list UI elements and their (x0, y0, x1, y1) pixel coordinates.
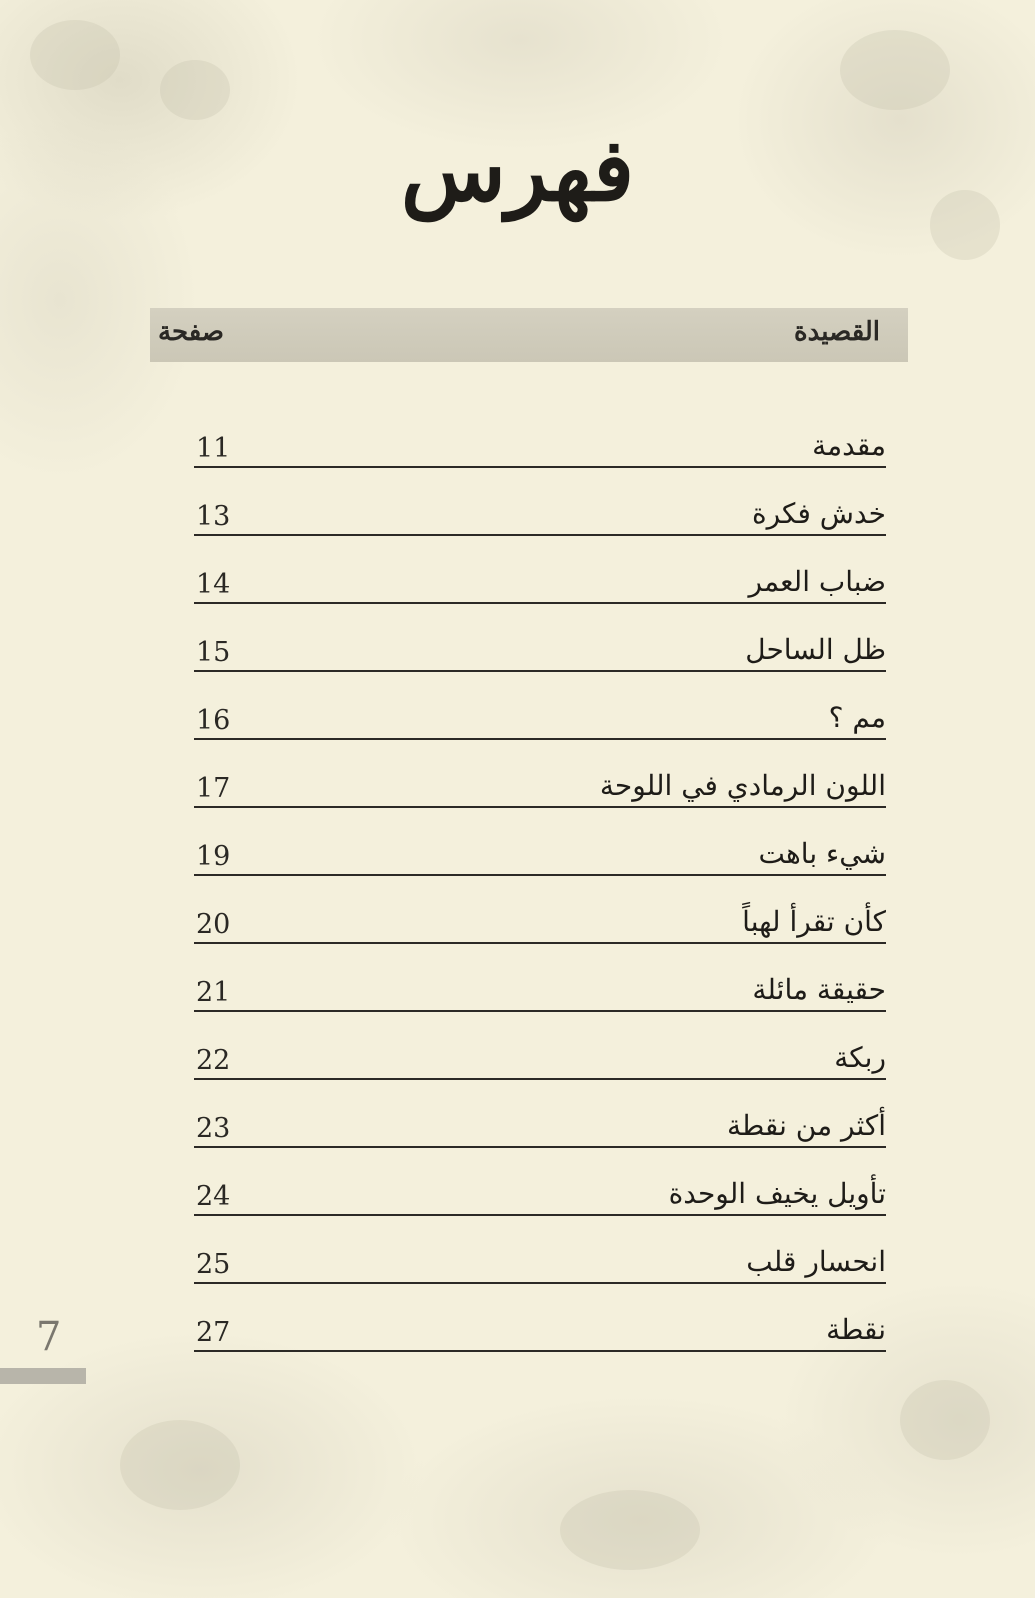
background-blossom (160, 60, 230, 120)
toc-row[interactable] (194, 944, 886, 1012)
toc-entry-page: 24 (196, 1181, 231, 1212)
toc-entry-title: حقيقة مائلة (752, 973, 886, 1006)
toc-row[interactable] (194, 808, 886, 876)
page-number-strip (0, 1368, 86, 1384)
toc-entry-page: 23 (196, 1113, 231, 1144)
toc-entry-title: كأن تقرأ لهباً (742, 905, 886, 938)
toc-entry-page: 27 (196, 1317, 231, 1348)
toc-header-bar (150, 308, 908, 362)
toc-row[interactable] (194, 1216, 886, 1284)
toc-entry-title: خدش فكرة (751, 497, 886, 530)
toc-row[interactable] (194, 536, 886, 604)
toc-entry-title: ظل الساحل (745, 633, 886, 666)
toc-entry-page: 14 (196, 569, 231, 600)
toc-entry-page: 15 (196, 637, 231, 668)
toc-entry-page: 19 (196, 841, 231, 872)
toc-entry-page: 13 (196, 501, 231, 532)
background-blossom (840, 30, 950, 110)
toc-entry-title: ضباب العمر (748, 565, 886, 598)
toc-row[interactable] (194, 876, 886, 944)
poem-column-label: القصيدة (794, 317, 880, 347)
toc-row[interactable] (194, 1148, 886, 1216)
toc-row[interactable] (194, 1284, 886, 1352)
toc-entry-page: 22 (196, 1045, 231, 1076)
background-blossom (560, 1490, 700, 1570)
page-title: فهرس (400, 120, 635, 221)
background-blossom (120, 1420, 240, 1510)
toc-entry-page: 21 (196, 977, 231, 1008)
toc-entry-title: نقطة (826, 1313, 886, 1346)
toc-row[interactable] (194, 400, 886, 468)
background-blossom (900, 1380, 990, 1460)
toc-entry-title: مقدمة (812, 429, 886, 462)
toc-entry-page: 11 (196, 433, 231, 464)
toc-row[interactable] (194, 1080, 886, 1148)
toc-entry-title: اللون الرمادي في اللوحة (599, 769, 886, 802)
toc-row[interactable] (194, 468, 886, 536)
toc-row[interactable] (194, 1012, 886, 1080)
background-blossom (30, 20, 120, 90)
table-of-contents (194, 400, 886, 1352)
toc-entry-title: انحسار قلب (746, 1245, 886, 1278)
toc-entry-title: تأويل يخيف الوحدة (668, 1177, 886, 1210)
toc-entry-page: 17 (196, 773, 231, 804)
toc-entry-page: 20 (196, 909, 231, 940)
toc-row[interactable] (194, 604, 886, 672)
toc-entry-title: أكثر من نقطة (726, 1109, 886, 1142)
toc-entry-title: مم ؟ (828, 701, 886, 734)
toc-entry-title: شيء باهت (758, 837, 886, 870)
toc-entry-page: 25 (196, 1249, 231, 1280)
page-column-label: صفحة (158, 317, 224, 347)
toc-entry-title: ربكة (834, 1041, 886, 1074)
toc-entry-page: 16 (196, 705, 231, 736)
page-number: 7 (36, 1314, 62, 1360)
toc-row[interactable] (194, 740, 886, 808)
toc-row[interactable] (194, 672, 886, 740)
